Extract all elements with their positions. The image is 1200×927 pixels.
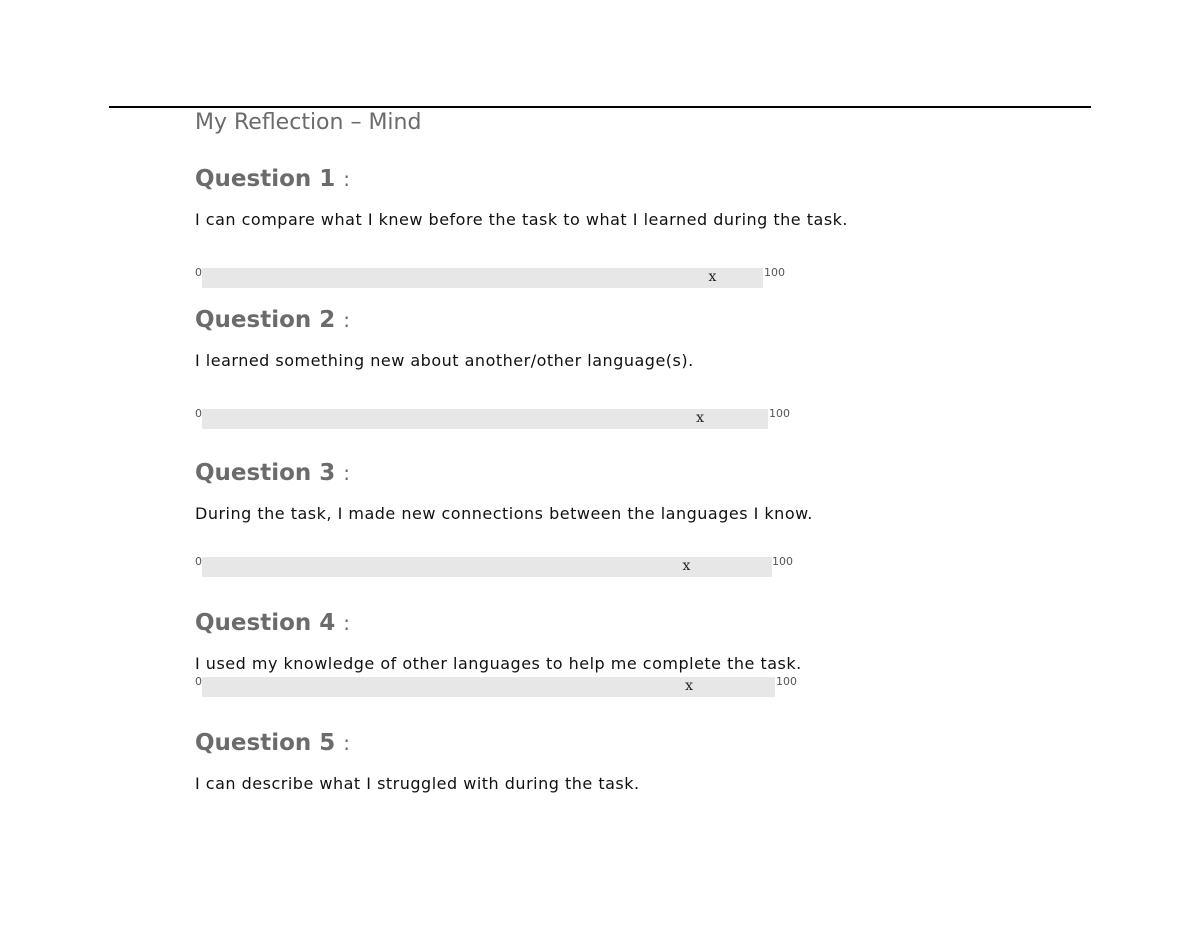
scale-track[interactable] <box>202 557 772 577</box>
question-4-label: Question 4 <box>195 610 336 636</box>
rating-marker[interactable]: x <box>696 410 705 426</box>
question-5-text: I can describe what I struggled with during the task. <box>195 774 640 793</box>
rating-marker[interactable]: x <box>685 678 693 694</box>
question-2-heading <box>195 307 350 333</box>
scale-min-label: 0 <box>195 675 202 688</box>
question-3-heading <box>195 460 350 486</box>
question-2-colon: : <box>343 308 351 332</box>
rating-marker[interactable]: x <box>708 269 717 285</box>
question-1-colon: : <box>343 167 351 191</box>
scale-track[interactable] <box>202 409 768 429</box>
question-1-text: I can compare what I knew before the task to what I learned during the task. <box>195 210 848 229</box>
scale-track[interactable] <box>202 677 775 697</box>
scale-track[interactable] <box>202 268 763 288</box>
question-5-colon: : <box>343 731 351 755</box>
scale-max-label: 100 <box>764 266 785 279</box>
question-1-rating-scale[interactable] <box>195 268 795 288</box>
scale-min-label: 0 <box>195 555 202 568</box>
scale-max-label: 100 <box>772 555 793 568</box>
question-3-colon: : <box>343 461 351 485</box>
page-title: My Reflection – Mind <box>195 110 422 135</box>
rating-marker[interactable]: x <box>682 558 691 574</box>
question-2-label: Question 2 <box>195 307 336 333</box>
top-rule <box>109 106 1091 108</box>
question-3-text: During the task, I made new connections between the languages I know. <box>195 504 813 523</box>
scale-max-label: 100 <box>769 407 790 420</box>
question-2-text: I learned something new about another/other language(s). <box>195 351 694 370</box>
question-3-label: Question 3 <box>195 460 336 486</box>
question-2-rating-scale[interactable] <box>195 409 795 429</box>
question-4-heading <box>195 610 350 636</box>
question-1-heading <box>195 166 350 192</box>
question-5-label: Question 5 <box>195 730 336 756</box>
question-4-colon: : <box>343 611 351 635</box>
question-5-heading <box>195 730 350 756</box>
scale-min-label: 0 <box>195 266 202 279</box>
question-4-rating-scale[interactable] <box>195 677 805 697</box>
question-4-text: I used my knowledge of other languages to help me complete the task. <box>195 654 802 673</box>
question-3-rating-scale[interactable] <box>195 557 805 577</box>
scale-min-label: 0 <box>195 407 202 420</box>
question-1-label: Question 1 <box>195 166 336 192</box>
scale-max-label: 100 <box>776 675 797 688</box>
